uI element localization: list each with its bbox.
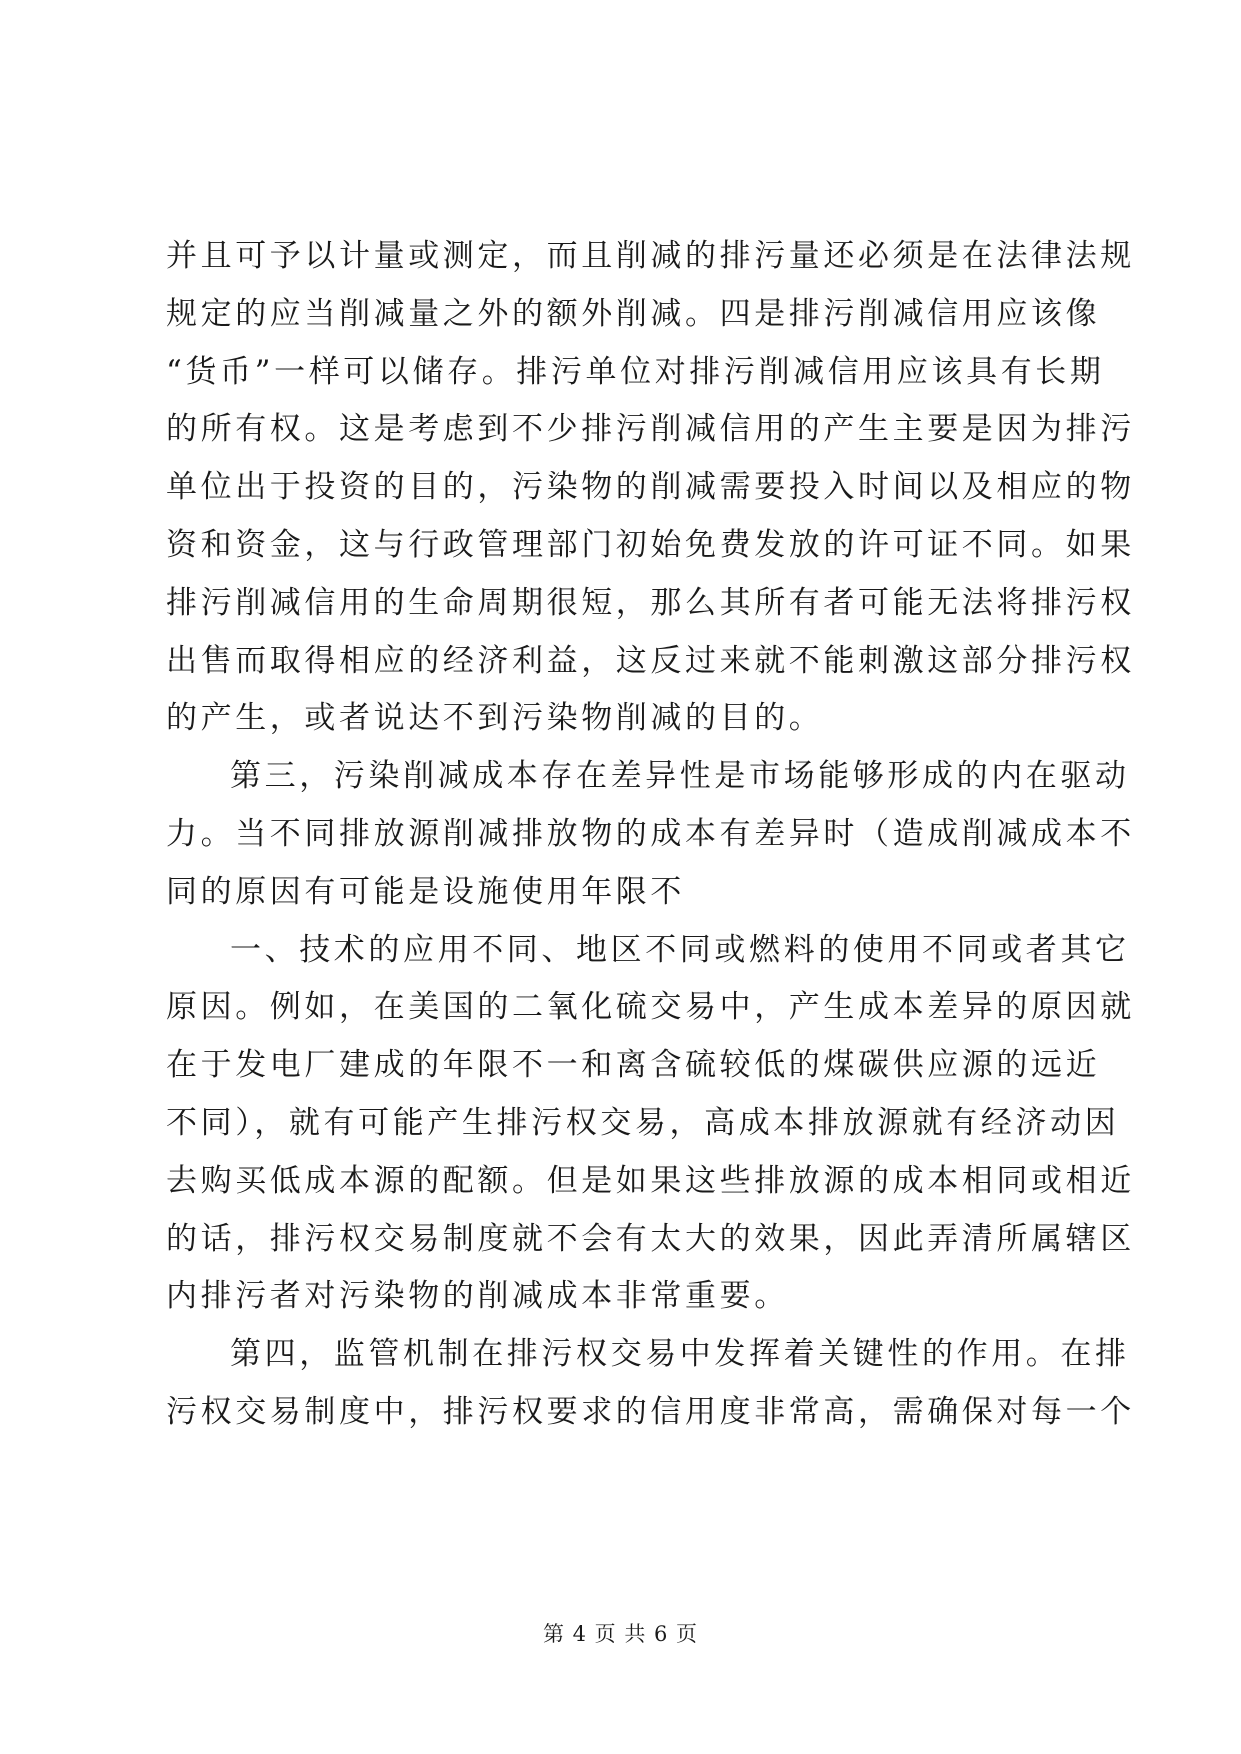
text-line: 并且可予以计量或测定，而且削减的排污量还必须是在法律法规	[166, 238, 1135, 274]
text-line: 在于发电厂建成的年限不一和离含硫较低的煤碳供应源的远近	[166, 1047, 1101, 1084]
text-line: 出售而取得相应的经济利益，这反过来就不能刺激这部分排污权	[166, 642, 1135, 679]
text-line: 资和资金，这与行政管理部门初始免费发放的许可证不同。如果	[166, 526, 1135, 563]
text-line: “货币”一样可以储存。排污单位对排污削减信用应该具有长期	[166, 353, 1105, 390]
text-line: 同的原因有可能是设施使用年限不	[166, 873, 685, 910]
text-line: 原因。例如，在美国的二氧化硫交易中，产生成本差异的原因就	[166, 989, 1135, 1026]
text-line: 不同），就有可能产生排污权交易，高成本排放源就有经济动因	[166, 1104, 1120, 1141]
text-line: 去购买低成本源的配额。但是如果这些排放源的成本相同或相近	[166, 1162, 1135, 1199]
text-line: 内排污者对污染物的削减成本非常重要。	[166, 1278, 789, 1315]
page-footer: 第 4 页 共 6 页	[542, 1622, 699, 1646]
body-text	[166, 228, 1135, 1442]
text-line: 的所有权。这是考虑到不少排污削减信用的产生主要是因为排污	[166, 411, 1135, 448]
text-line: 污权交易制度中，排污权要求的信用度非常高，需确保对每一个	[166, 1393, 1135, 1430]
text-line: 一、技术的应用不同、地区不同或燃料的使用不同或者其它	[230, 931, 1130, 968]
text-line: 规定的应当削减量之外的额外削减。四是排污削减信用应该像	[166, 295, 1101, 332]
text-line: 的话，排污权交易制度就不会有太大的效果，因此弄清所属辖区	[166, 1220, 1135, 1257]
text-line: 排污削减信用的生命周期很短，那么其所有者可能无法将排污权	[166, 584, 1135, 621]
text-line: 第三，污染削减成本存在差异性是市场能够形成的内在驱动	[230, 758, 1130, 795]
text-line: 单位出于投资的目的，污染物的削减需要投入时间以及相应的物	[166, 469, 1135, 506]
text-line: 力。当不同排放源削减排放物的成本有差异时（造成削减成本不	[166, 815, 1135, 852]
text-line: 的产生，或者说达不到污染物削减的目的。	[166, 700, 824, 737]
text-line: 第四，监管机制在排污权交易中发挥着关键性的作用。在排	[230, 1336, 1130, 1373]
